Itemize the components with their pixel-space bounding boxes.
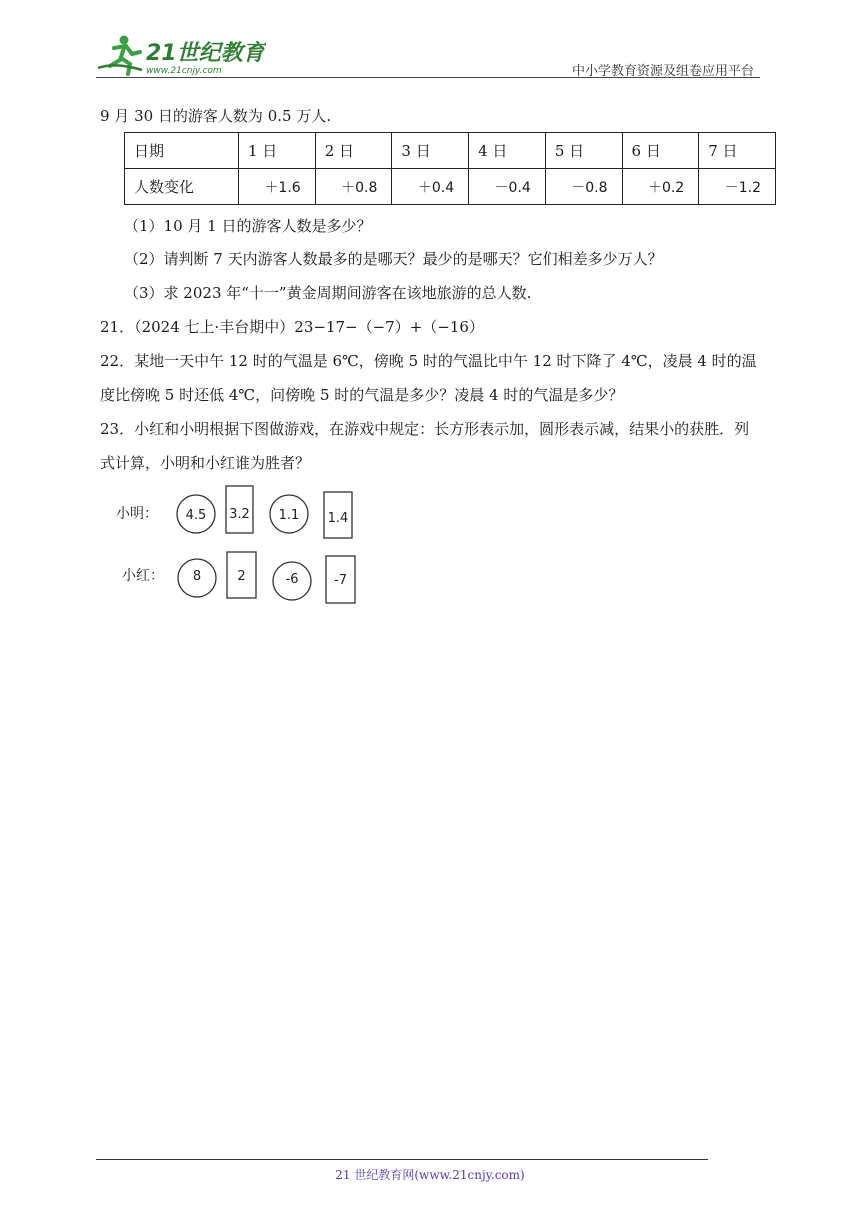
xiaohong-label: 小红： [122, 568, 164, 584]
tourist-change-table [124, 132, 776, 205]
footer-divider [96, 1159, 708, 1160]
table-cell: ＋0.4 [392, 169, 469, 205]
table-cell: 6 日 [622, 133, 699, 169]
shape-value: 1.1 [278, 508, 300, 523]
table-cell: 2 日 [315, 133, 392, 169]
table-cell: －0.4 [469, 169, 546, 205]
logo-text: 21世纪教育 [146, 41, 265, 66]
shape-value: -6 [285, 572, 299, 587]
header-divider [96, 77, 760, 78]
table-cell: －0.8 [545, 169, 622, 205]
intro-text: 9 月 30 日的游客人数为 0.5 万人. [100, 107, 332, 125]
question-20-part-3: （3）求 2023 年“十一”黄金周期间游客在该地旅游的总人数. [124, 284, 532, 302]
table-cell: ＋0.8 [315, 169, 392, 205]
footer-text: 21 世纪教育网(www.21cnjy.com) [335, 1168, 525, 1182]
table-cell: ＋0.2 [622, 169, 699, 205]
shape-value: 3.2 [229, 507, 250, 522]
xiaoming-label: 小明： [116, 506, 158, 522]
question-20-part-1: （1）10 月 1 日的游客人数是多少？ [124, 217, 372, 235]
table-cell: 4 日 [469, 133, 546, 169]
question-21: 21．（2024 七上·丰台期中）23−17−（−7）+（−16） [100, 318, 484, 336]
shape-value: 2 [237, 569, 246, 584]
table-cell: 3 日 [392, 133, 469, 169]
running-man-icon [98, 36, 142, 75]
logo-url: www.21cnjy.com [146, 66, 222, 76]
question-23-line-1: 23．小红和小明根据下图做游戏，在游戏中规定：长方形表示加，圆形表示减，结果小的获胜．列 [100, 420, 750, 438]
game-figure [112, 484, 372, 614]
question-23-line-2: 式计算，小明和小红谁为胜者？ [100, 454, 311, 472]
table-row [125, 169, 776, 205]
platform-name: 中小学教育资源及组卷应用平台 [571, 64, 754, 79]
question-22-line-2: 度比傍晚 5 时还低 4℃，问傍晚 5 时的气温是多少？凌晨 4 时的气温是多少？ [100, 386, 624, 404]
table-cell: 1 日 [239, 133, 316, 169]
table-cell: 5 日 [545, 133, 622, 169]
table-cell: ＋1.6 [239, 169, 316, 205]
table-cell: 日期 [125, 133, 239, 169]
table-cell: 7 日 [699, 133, 776, 169]
question-20-part-2: （2）请判断 7 天内游客人数最多的是哪天？最少的是哪天？它们相差多少万人？ [124, 250, 663, 268]
shape-value: 8 [192, 569, 202, 584]
shape-value: -7 [334, 573, 347, 588]
page-header [96, 30, 760, 80]
table-row [125, 133, 776, 169]
logo [96, 30, 266, 80]
table-cell: －1.2 [699, 169, 776, 205]
shape-value: 1.4 [327, 511, 349, 526]
question-22-line-1: 22．某地一天中午 12 时的气温是 6℃，傍晚 5 时的气温比中午 12 时下降了 4℃，凌晨 4 时的温 [100, 352, 757, 370]
table-cell: 人数变化 [125, 169, 239, 205]
shape-value: 4.5 [185, 508, 207, 523]
